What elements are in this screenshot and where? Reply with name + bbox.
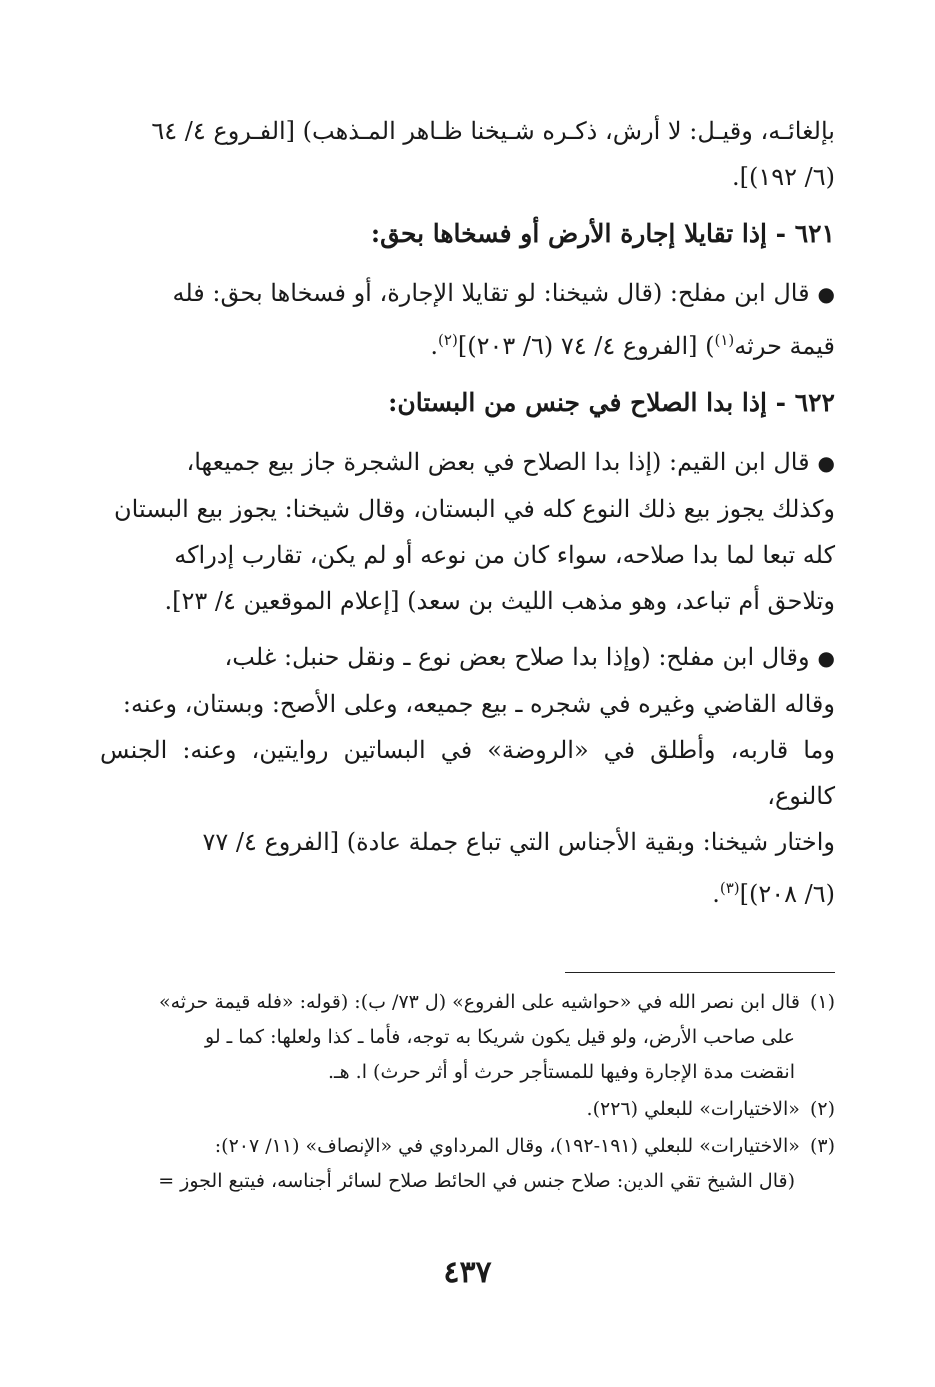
footnote-text: «الاختيارات» للبعلي (٢٢٦).	[586, 1098, 800, 1120]
footnote-number: (٣)	[809, 1135, 835, 1157]
footnote-text: قال ابن نصر الله في «حواشيه على الفروع» (ل ٧٣/ ب): (قوله: «فله قيمة حرثه»	[158, 991, 800, 1013]
footnote-3	[100, 1129, 835, 1199]
text-line-content: قال ابن مفلح: (قال شيخنا: لو تقايلا الإجارة، أو فسخاها بحق: فله	[172, 279, 810, 307]
footnotes-section	[100, 985, 835, 1201]
footnote-ref-1[interactable]: (١)	[714, 331, 735, 349]
footnote-divider	[565, 972, 835, 973]
page-body	[100, 108, 835, 927]
text-line: واختار شيخنا: وبقية الأجناس التي تباع جملة عادة) [الفروع ٤/ ٧٧	[202, 828, 835, 856]
text-line	[100, 439, 835, 486]
text-segment: .	[712, 880, 720, 908]
continuation-paragraph	[100, 108, 835, 200]
bullet-icon: ●	[817, 451, 835, 475]
citation: ) [الفروع ٤/ ٧٤ (٦/ ٢٠٣)]	[457, 332, 715, 360]
paragraph-621	[100, 270, 835, 369]
text-line-content: قال ابن القيم: (إذا بدا الصلاح في بعض الشجرة جاز بيع جميعها،	[186, 448, 810, 476]
citation: (٦/ ٢٠٨)]	[739, 880, 835, 908]
footnote-text: على صاحب الأرض، ولو قيل يكون شريكا به توجه، فأما ـ كذا ولعلها: كما ـ لو	[205, 1026, 795, 1048]
text-line: وما قاربه، وأطلق في «الروضة» في البساتين روايتين، وعنه: الجنس كالنوع،	[100, 736, 835, 810]
paragraph-622-ibn-muflih	[100, 634, 835, 917]
bullet-icon: ●	[817, 282, 835, 306]
text-segment: قيمة حرثه	[734, 332, 835, 360]
footnote-number: (٢)	[809, 1098, 835, 1120]
text-line: بإلغائـه، وقيـل: لا أرش، ذكـره شـيخنا ظـاهر المـذهب) [الفـروع ٤/ ٦٤	[151, 117, 835, 145]
footnote-text: انقضت مدة الإجارة وفيها للمستأجر حرث أو أثر حرث) ا. هـ.	[328, 1061, 795, 1083]
footnote-ref-3[interactable]: (٣)	[719, 879, 740, 897]
paragraph-622-ibn-qayyim	[100, 439, 835, 624]
footnote-number: (١)	[809, 991, 835, 1013]
text-line: وتلاحق أم تباعد، وهو مذهب الليث بن سعد) [إعلام الموقعين ٤/ ٢٣].	[164, 587, 835, 615]
text-line	[100, 317, 835, 369]
text-line: وكذلك يجوز بيع ذلك النوع كله في البستان، وقال شيخنا: يجوز بيع البستان	[114, 495, 835, 523]
section-heading-621: ٦٢١ - إذا تقايلا إجارة الأرض أو فسخاها بحق:	[370, 219, 835, 248]
footnote-2	[100, 1092, 835, 1127]
section-heading-622: ٦٢٢ - إذا بدا الصلاح في جنس من البستان:	[388, 388, 835, 417]
text-line: كله تبعا لما بدا صلاحه، سواء كان من نوعه أو لم يكن، تقارب إدراكه	[174, 541, 835, 569]
text-line-content: وقال ابن مفلح: (وإذا بدا صلاح بعض نوع ـ ونقل حنبل: غلب،	[224, 643, 810, 671]
text-line	[100, 270, 835, 317]
footnote-ref-2[interactable]: (٢)	[438, 331, 458, 349]
footnote-1	[100, 985, 835, 1090]
page-number: ٤٣٧	[443, 1255, 492, 1290]
text-line: (٦/ ١٩٢)].	[731, 163, 835, 191]
text-line	[100, 634, 835, 681]
text-line	[100, 865, 835, 917]
footnote-text: «الاختيارات» للبعلي (١٩١-١٩٢)، وقال المرداوي في «الإنصاف» (١١/ ٢٠٧):	[214, 1135, 800, 1157]
bullet-icon: ●	[817, 646, 835, 670]
text-segment: .	[430, 332, 439, 360]
text-line: وقاله القاضي وغيره في شجره ـ بيع جميعه، وعلى الأصح: وبستان، وعنه:	[122, 690, 835, 718]
footnote-text: (قال الشيخ تقي الدين: صلاح جنس في الحائط صلاح لسائر أجناسه، فيتبع الجوز =	[158, 1170, 795, 1192]
